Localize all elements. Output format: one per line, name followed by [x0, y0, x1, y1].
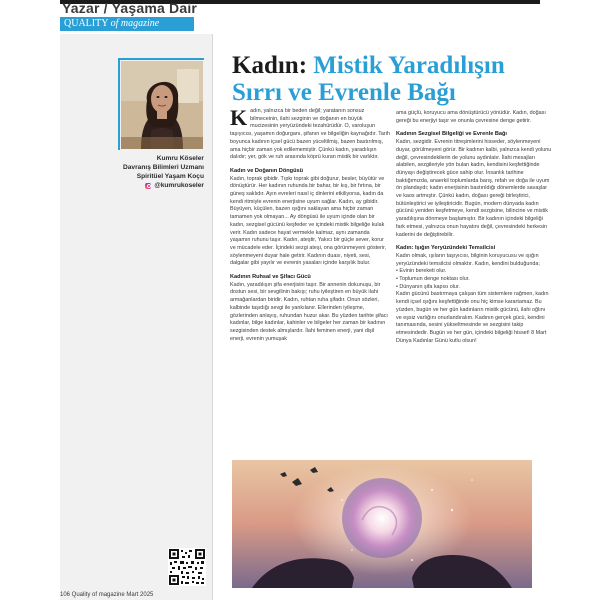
headline-rest: Mistik Yaradılışın Sırrı ve Evrenle Bağı: [232, 52, 505, 106]
magazine-brand-bar: [60, 17, 194, 31]
cosmic-hands-illustration: [232, 460, 532, 588]
subheading: Kadın: Işığın Yeryüzündeki Temsilcisi: [396, 245, 496, 252]
author-portrait-illustration: [121, 61, 203, 149]
subheading: Kadın ve Doğanın Döngüsü: [230, 167, 304, 174]
bullet-item: • Dünyanın şifa kapısı olur.: [396, 283, 460, 290]
paragraph: Kadın olmak, ışıların taşıyıcısı, bilginin koruyucusu ve ışığın yeryüzündeki temsilcisi olmaktır. Kadın, kendini bulduğunda;: [396, 252, 540, 267]
author-block: [64, 154, 204, 192]
instagram-icon: [145, 183, 151, 189]
author-photo: [121, 61, 203, 149]
paragraph: Kadın, toprak gibidir. Tıpkı toprak gibi doğurur, besler, büyütür ve dönüştürür. Her kadının ruhunda bir bahar, bir kış, bir fırtına, bir güneş saklıdır. Ayın evreleri nasıl iç dinlerini etkiliyorsa, kadın da kendi ritmiyle evrenin enerjisine uyum sağlar. Kadın, ay gibidir. Büyüyen, küçülen, bazen ışığını saklayan ama hiçbir zaman tamamen yok olmayan... Ay döngüsü ile uyum içinde olan bir kadın, sezgisel gücünü keşfeder ve içindeki mistik bilgeliğe kulak verir. Kadın sadece hayat vermekle kalmaz, aynı zamanda yaşamın ruhunu taşır. Kadın, ateştir, Yakıcı bir güçle sever, korur ve mücadele eder. İçindeki sezgi ateşi, ona görünmeyeni gösterir, söylenmeyeni duyar hale getirir. Kadının duası, niyeti, sesi, dalgalar gibi yayılır ve evrenin yasaları içinde karşılık bulur.: [230, 175, 387, 267]
column-divider: [212, 34, 213, 600]
author-role-2: Spiritüel Yaşam Koçu: [136, 173, 204, 180]
article-headline: [232, 52, 532, 106]
paragraph: Kadın, sezgidir. Evrenin titreşimlerini hisseder, söylenmeyeni duyar, görülmeyeni görür. Bir kadının kalbi, yalnızca kendi yolunu değil, çevresindekilerin de yolunu aydınlatır. İlahi mesajları alabilen, sezgileriyle yön bulan kadın, kendisini keşfettiğinde dünyayı değiştirecek güce sahip olur. İnsanlık tarihine baktığımızda, anaerkil toplumlarda barış, refah ve doğa ile uyum ön plandaydı; kadın enerjisinin bastırıldığı dönemlerde savaşlar ve kaos artmıştır. Çünkü kadın, doğası gereği birleştirici, bütünleştirici ve iyileştiricidir. Bugün, modern dünyada kadın gücünü yeniden keşfetmeye, kendi sezgisine, bilincine ve mistik yaradılışına dönmeye başlamıştır. Bir kadının içindeki bilgeliği fark etmesi, yalnızca onun hayatını değil, çevresindeki herkesin kaderini de değiştirebilir.: [396, 139, 552, 238]
bullet-item: • Evinin bereketi olur.: [396, 268, 447, 275]
bullet-item: • Toplumun denge noktası olur.: [396, 276, 470, 283]
magazine-brand-suffix: of magazine: [110, 18, 160, 29]
intro-paragraph: [230, 105, 390, 162]
paragraph: ama güçlü, koruyucu ama dönüştürücü yönüdür. Kadın, doğası gereği bu enerjiyi taşır ve onunla çevresine denge getirir.: [396, 110, 546, 124]
drop-cap: K: [230, 105, 248, 130]
headline-lead: Kadın:: [232, 52, 308, 79]
author-handle: @kumrukoseler: [154, 182, 204, 189]
article-illustration: [232, 460, 532, 588]
magazine-brand: QUALITY: [64, 18, 109, 29]
section-title: Yazar / Yaşama Dair: [62, 0, 198, 16]
author-instagram[interactable]: [145, 181, 204, 190]
intro-text: adın, yalnızca bir beden değil; yaratanın sonsuz bilmeceinin, ilahi sezginin ve doğanın en büyük mucizesinin yeryüzündeki tezahürüdür. O, varoluşun taşıyıcısı, yaşamın doğurganı, şifanın ve bilgeliğin kaynağıdır. Tarih boyunca kadının içsel gücü bazen yüceltilmiş, bazen bastırılmış, ama hiçbir zaman yok edilememiştir. Çünkü kadın, yaradılışın dalıdır; yer, gök ve ruh arasında köprü kuran mistik bir varlıktır.: [230, 108, 390, 161]
subheading: Kadının Ruhsal ve Şifacı Gücü: [230, 274, 311, 281]
author-role-1: Davranış Bilimleri Uzmanı: [123, 164, 204, 171]
article-column-2: [396, 110, 552, 345]
subheading: Kadının Sezgisel Bilgeliği ve Evrenle Bağı: [396, 131, 507, 138]
page-footer: 106 Quality of magazine Mart 2025: [60, 592, 154, 598]
article-column-1: [230, 105, 390, 343]
author-name: Kumru Köseler: [156, 155, 204, 162]
paragraph: Kadın, yaradılışın şifa enerjisini taşır. Bir annenin dokunuşu, bir dostun sesi, bir sevgilinin bakışı; ruhu iyileştiren en büyük ilahi armağanlardan biridir. Kadın, ruhtan ruha şifadır. Onun sözleri, kalbinde taşıdığı sevgi ile yankılanır. Ellerinden iyileşme, gözlerinden anlayış, ruhundan huzur akar. Bu yüzden tarihte şifacı kadınlar, bilge kadınlar, kahinler ve bilgeler her zaman bir kadının sezgisinden destek almışlardır. İlahi feminen enerji, yani dişil enerji, evrenin yumuşak: [230, 281, 388, 342]
qr-code-icon: [168, 548, 206, 586]
paragraph: Kadın gücünü bastırmaya çalışan tüm sistemlere rağmen, kadın kendi içsel ışığını keşfettiğinde onu hiç kimse karartamaz. Bu yüzden, bugün ve her gün kadınların mistik gücünü, ilahi oğlını ve eşsiz varlığını onurlandıralım. Kadının gerçek gücü, kendini tanımasında, sesini yükseltmesinde ve sezgisini takip etmesindedir. Bugün ve her gün, içindeki bilgeliği hisset! 8 Mart Dünya Kadınlar Günü kutlu olsun!: [396, 291, 549, 344]
qr-code[interactable]: [168, 548, 206, 586]
